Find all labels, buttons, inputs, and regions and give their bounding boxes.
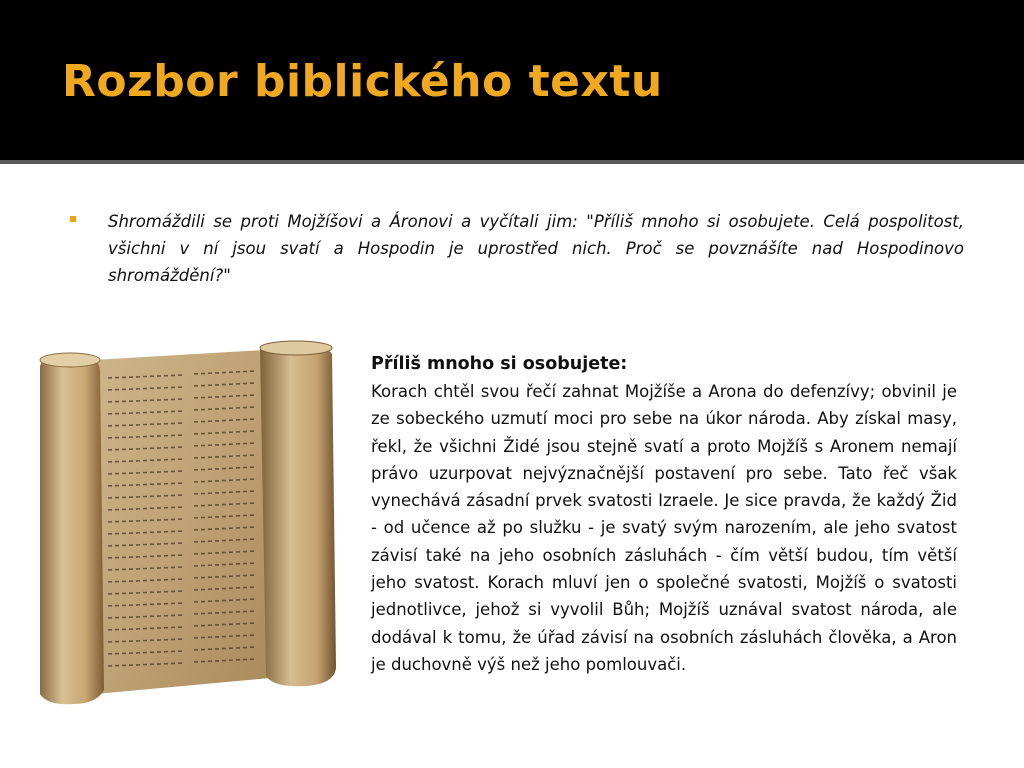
right-roll xyxy=(260,343,336,687)
slide-header xyxy=(0,0,1024,160)
explanation-block xyxy=(371,350,957,678)
scroll-image xyxy=(34,338,344,710)
left-roll-top xyxy=(40,353,100,367)
parchment-sheet xyxy=(94,350,270,694)
explanation-body: Korach chtěl svou řečí zahnat Mojžíše a Arona do defenzívy; obvinil je ze sobeckého uzmutí moci pro sebe na úkor národa. Aby získal masy, řekl, že všichni Židé jsou stejně svatí a proto Mojžíš s Aronem nemají právo uzurpovat nejvýznačnější postavení pro sebe. Tato řeč však vynechává zásadní prvek svatosti Izraele. Je sice pravda, že každý Žid - od učence až po služku - je svatý svým narozením, ale jeho svatost závisí také na jeho osobních zásluhách - čím větší budou, tím větší jeho svatost. Korach mluví jen o společné svatosti, Mojžíš o svatosti jednotlivce, jehož si vyvolil Bůh; Mojžíš uznával svatost národa, ale dodával k tomu, že úřad závisí na osobních zásluhách člověka, a Aron je duchovně výš než jeho pomlouvači. xyxy=(371,382,957,674)
left-roll xyxy=(40,353,104,704)
explanation-heading: Příliš mnoho si osobujete: xyxy=(371,354,628,374)
slide-title: Rozbor biblického textu xyxy=(62,56,663,107)
header-divider xyxy=(0,160,1024,164)
right-roll-top xyxy=(260,341,332,355)
bullet-square-icon xyxy=(70,216,76,222)
bullet-quote-text: Shromáždili se proti Mojžíšovi a Áronovi a vyčítali jim: "Příliš mnoho si osobujete. Celá pospolitost, všichni v ní jsou svatí a Hospodin je uprostřed nich. Proč se povznášíte nad Hospodinovo shromáždění?" xyxy=(108,212,964,285)
